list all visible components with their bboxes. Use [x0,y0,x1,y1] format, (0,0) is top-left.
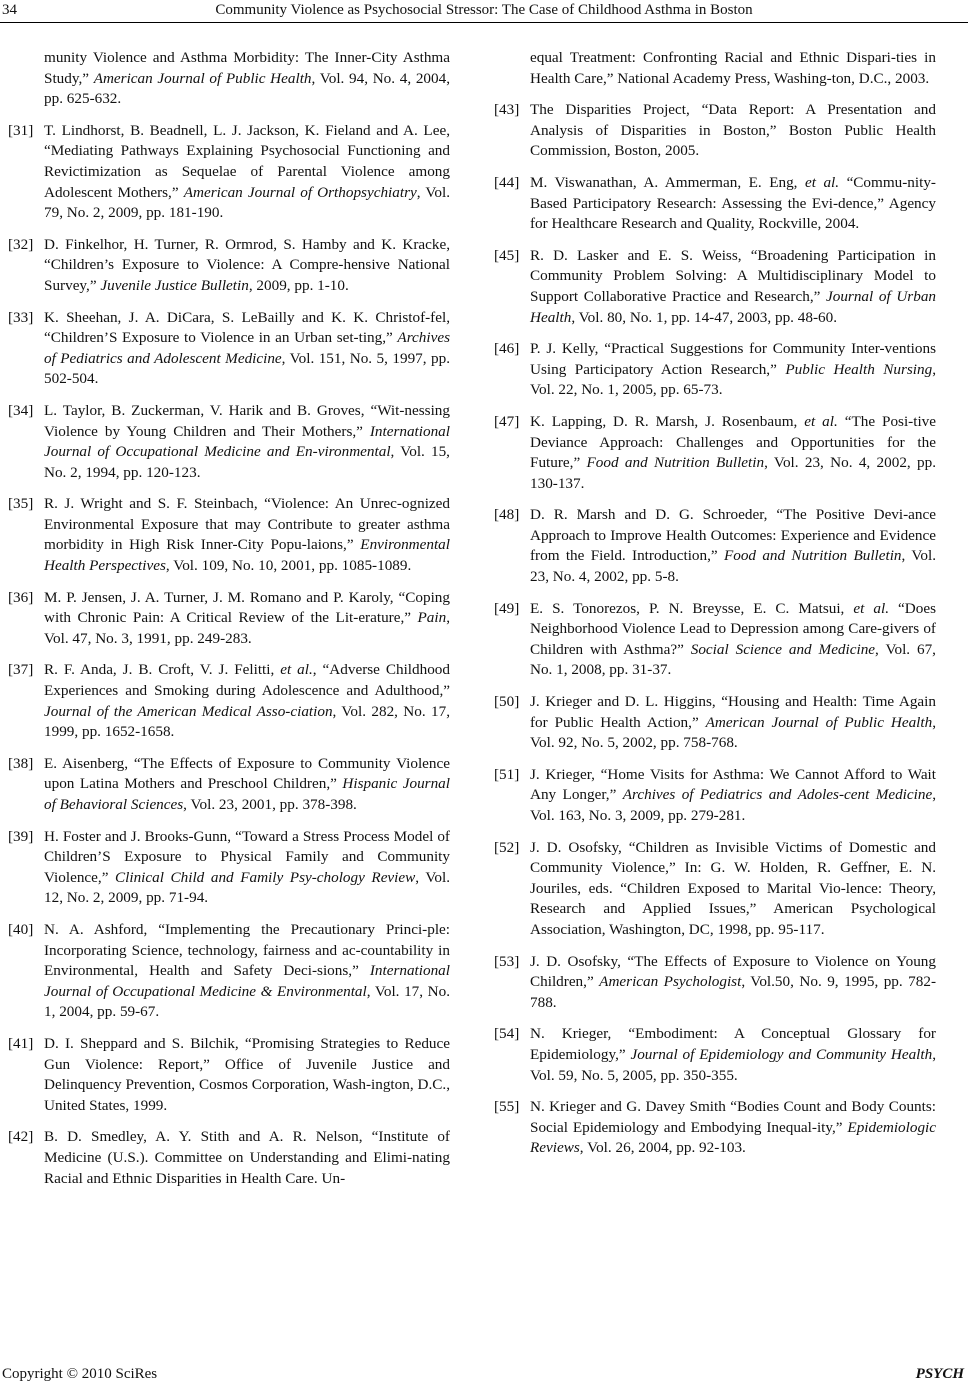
reference-text: , Vol.50, No. 9, 1995, pp. 782-788. [530,973,937,1011]
reference-text: , Vol. 23, 2001, pp. 378-398. [183,796,357,813]
reference-text: N. Krieger and G. Davey Smith “Bodies Count and Body Counts: Social Epidemiology and Embodying Inequal-ity,” [530,1098,936,1136]
reference-text: E. Aisenberg, “The Effects of Exposure to Community Violence upon Latina Mothers and Preschool Children,” [44,754,450,793]
reference-number: [53] [494,952,520,970]
reference-source-title: et al. [804,412,838,430]
reference-source-title: American Journal of Orthopsychiatry [183,183,417,201]
reference-source-title: American Psychologist [599,973,742,991]
reference-number: [44] [494,173,520,191]
reference-number: [34] [8,401,34,419]
reference-text: N. Krieger, “Embodiment: A Conceptual Glossary for Epidemiology,” [530,1025,936,1063]
header-rule [0,22,968,23]
reference-text: “Does Neighborhood Violence Lead to Depression among Care-givers of Children with Asthma?” [530,599,936,658]
reference-text: , Vol. 94, No. 4, 2004, pp. 625-632. [44,69,450,108]
reference-text: R. J. Wright and S. F. Steinbach, “Violence: An Unrec-ognized Environmental Exposure that may Contribute to greater asthma morbidity in High Risk Inner-City Popu-laions,” [44,495,450,554]
reference-number: [49] [494,599,520,617]
reference-source-title: International Journal of Occupational Medicine & Environmental [44,962,450,1000]
reference-text: equal Treatment: Confronting Racial and Ethnic Dispari-ties in Health Care,” National Academy Press, Washing-ton, D.C., 2003. [530,49,936,87]
reference-text: , Vol. 151, No. 5, 1997, pp. 502-504. [44,349,450,388]
page-footer [0,1364,968,1386]
reference-number: [48] [494,506,520,524]
reference-source-title: Pain [417,609,447,627]
reference-source-title: et al. [280,661,313,679]
reference-number: [50] [494,693,520,711]
reference-item [8,754,450,816]
reference-item [494,838,936,941]
reference-source-title: Food and Nutrition Bulletin [723,547,902,565]
reference-text: P. J. Kelly, “Practical Suggestions for Community Inter-ventions Using Participatory Action Research,” [530,340,936,378]
reference-number: [52] [494,838,520,856]
reference-item [8,827,450,909]
right-reference-column [494,48,937,1170]
reference-item [8,235,450,297]
reference-number: [51] [494,765,520,783]
reference-text: E. S. Tonorezos, P. N. Breysse, E. C. Matsui, [530,599,854,617]
reference-text: , Vol. 67, No. 1, 2008, pp. 31-37. [530,640,936,679]
reference-text: The Disparities Project, “Data Report: A Presentation and Analysis of Disparities in Boston,” Boston Public Health Commission, Boston, 2005. [530,101,936,160]
reference-text: “Commu-nity-Based Participatory Research: Assessing the Evi-dence,” Agency for Healthcare Research and Quality, Rockville, 2004. [530,173,936,233]
reference-number: [45] [494,246,520,264]
reference-item [8,1034,450,1116]
reference-text: , Vol. 26, 2004, pp. 92-103. [579,1139,746,1157]
reference-text: , “Adverse Childhood Experiences and Smoking during Adolescence and Adulthood,” [44,661,450,700]
reference-number: [55] [494,1098,520,1116]
reference-text: , Vol. 17, No. 1, 2004, pp. 59-67. [44,982,451,1021]
reference-text: J. D. Osofsky, “Children as Invisible Victims of Domestic and Community Violence,” In: G. W. Holden, R. Geffner, E. N. Jouriles, eds. “Children Exposed to Marital Vio-lence: Theory, Research and Applied Issues,” American Psychological Association, Washington, DC, 1998, pp. 95-117. [530,838,936,938]
reference-source-title: et al. [804,173,840,191]
reference-number: [36] [8,588,34,606]
left-reference-column [8,48,451,1200]
reference-number: [37] [8,661,34,679]
copyright-notice: Copyright © 2010 SciRes [2,1366,158,1382]
reference-text: , Vol. 23, No. 4, 2002, pp. 5-8. [530,547,936,586]
reference-text: , Vol. 12, No. 2, 2009, pp. 71-94. [44,868,450,907]
reference-source-title: Juvenile Justice Bulletin [100,276,249,294]
reference-number: [46] [494,340,520,358]
reference-text: , Vol. 15, No. 2, 1994, pp. 120-123. [44,443,450,481]
reference-source-title: International Journal of Occupational Medicine and En-vironmental [44,422,450,461]
page-number: 34 [2,2,17,18]
reference-text: K. Sheehan, J. A. DiCara, S. LeBailly and K. K. Christof-fel, “Children’S Exposure to Violence in an Urban set-ting,” [44,308,450,347]
reference-item [8,588,450,650]
reference-text: T. Lindhorst, B. Beadnell, L. J. Jackson, K. Fieland and A. Lee, “Mediating Pathways Explaining Psychosocial Functioning and Revictimization as Sequelae of Parental Violence among Adolescent Mothers,” [44,121,450,201]
reference-number: [32] [8,235,34,253]
reference-source-title: American Journal of Public Health [93,69,312,87]
reference-text: M. P. Jensen, J. A. Turner, J. M. Romano and P. Karoly, “Coping with Chronic Pain: A Critical Review of the Lit-erature,” [44,588,450,627]
reference-text: J. D. Osofsky, “The Effects of Exposure to Violence on Young Children,” [530,952,936,991]
reference-text: , 2009, pp. 1-10. [248,276,349,294]
reference-number: [31] [8,121,34,139]
reference-item [8,308,450,390]
reference-item [8,494,450,576]
reference-item [494,1097,936,1159]
reference-item [494,692,936,754]
page-header [0,0,968,24]
reference-text: “The Posi-tive Deviance Approach: Challenges and Opportunities for the Future,” [530,412,936,472]
reference-text: R. F. Anda, J. B. Croft, V. J. Felitti, [44,661,281,679]
reference-source-title: Journal of Urban Health [530,287,936,326]
reference-source-title: Hispanic Journal of Behavioral Sciences [44,775,450,813]
reference-text: D. Finkelhor, H. Turner, R. Ormrod, S. Hamby and K. Kracke, “Children’s Exposure to Violence: A Compre-hensive National Survey,” [44,235,450,294]
reference-text: , Vol. 109, No. 10, 2001, pp. 1085-1089. [165,557,412,575]
reference-source-title: American Journal of Public Health [705,713,933,731]
reference-text: M. Viswanathan, A. Ammerman, E. Eng, [530,173,805,191]
reference-text: J. Krieger, “Home Visits for Asthma: We Cannot Afford to Wait Any Longer,” [530,765,936,804]
reference-continuation [44,48,450,110]
reference-item [494,173,936,235]
reference-text: L. Taylor, B. Zuckerman, V. Harik and B. Groves, “Wit-nessing Violence by Young Children and Their Mothers,” [44,401,450,440]
reference-text: J. Krieger and D. L. Higgins, “Housing and Health: Time Again for Public Health Action,” [530,693,936,731]
reference-source-title: Journal of the American Medical Asso-ciation [44,702,333,720]
reference-item [494,412,937,494]
reference-number: [41] [8,1034,34,1052]
reference-text: R. D. Lasker and E. S. Weiss, “Broadening Participation in Community Problem Solving: A Multidisciplinary Model to Support Collaborative Practice and Research,” [530,246,936,305]
reference-source-title: Food and Nutrition Bulletin [586,454,765,472]
reference-continuation [530,48,936,89]
reference-text: , Vol. 47, No. 3, 1991, pp. 249-283. [44,609,450,647]
reference-text: , Vol. 92, No. 5, 2002, pp. 758-768. [530,713,936,752]
reference-text: , Vol. 80, No. 1, pp. 14-47, 2003, pp. 48-60. [571,308,837,326]
reference-text: , Vol. 79, No. 2, 2009, pp. 181-190. [44,183,450,222]
reference-item [8,401,450,483]
reference-number: [42] [8,1128,34,1146]
reference-number: [47] [494,412,520,430]
reference-source-title: Journal of Epidemiology and Community Health [630,1045,933,1063]
reference-item [494,765,936,827]
reference-number: [40] [8,920,34,938]
reference-source-title: Environmental Health Perspectives [44,536,450,575]
reference-text: D. I. Sheppard and S. Bilchik, “Promising Strategies to Reduce Gun Violence: Report,” Office of Juvenile Justice and Delinquency Prevention, Cosmos Corporation, Wash-ington, D.C., United States, 1999. [44,1034,450,1114]
reference-item [494,246,936,328]
reference-text: N. A. Ashford, “Implementing the Precautionary Princi-ple: Incorporating Science, technology, fairness and ac-countability in Environmental, Health and Safety Deci-sions,” [44,920,450,980]
reference-number: [43] [494,101,520,119]
reference-text: , Vol. 22, No. 1, 2005, pp. 65-73. [530,360,937,399]
running-title: Community Violence as Psychosocial Stressor: The Case of Childhood Asthma in Boston [215,2,753,18]
reference-source-title: Archives of Pediatrics and Adoles-cent Medicine [622,786,933,804]
reference-source-title: Public Health Nursing [785,360,933,378]
reference-source-title: Epidemiologic Reviews [530,1118,936,1157]
reference-source-title: Clinical Child and Family Psy-chology Review [115,868,416,886]
reference-source-title: Social Science and Medicine [690,640,876,658]
reference-source-title: et al. [853,599,889,617]
reference-text: , Vol. 23, No. 4, 2002, pp. 130-137. [530,454,937,492]
reference-item [494,100,936,162]
reference-number: [54] [494,1025,520,1043]
reference-text: , Vol. 163, No. 3, 2009, pp. 279-281. [530,786,936,824]
reference-number: [38] [8,754,34,772]
reference-number: [33] [8,308,34,326]
reference-item [8,121,450,224]
reference-item [494,505,936,587]
reference-item [494,1024,937,1086]
reference-text: H. Foster and J. Brooks-Gunn, “Toward a Stress Process Model of Children’S Exposure to Physical Family and Community Violence,” [44,827,450,886]
reference-number: [35] [8,495,34,513]
reference-text: B. D. Smedley, A. Y. Stith and A. R. Nelson, “Institute of Medicine (U.S.). Committee on Understanding and Elimi-nating Racial and Ethnic Disparities in Health Care. Un- [44,1128,450,1187]
reference-text: , Vol. 282, No. 17, 1999, pp. 1652-1658. [44,702,450,741]
reference-item [494,599,936,681]
reference-text: D. R. Marsh and D. G. Schroeder, “The Positive Devi-ance Approach to Improve Health Outcomes: Experience and Evidence from the Field. Introduction,” [530,506,936,565]
reference-source-title: Archives of Pediatrics and Adolescent Medicine [44,329,450,367]
journal-name: PSYCH [915,1366,964,1382]
reference-text: munity Violence and Asthma Morbidity: The Inner-City Asthma Study,” [44,49,450,87]
reference-item [8,660,450,742]
reference-item [494,952,937,1014]
reference-item [8,1127,450,1189]
reference-item [494,339,937,401]
reference-text: K. Lapping, D. R. Marsh, J. Rosenbaum, [530,412,805,430]
reference-text: , Vol. 59, No. 5, 2005, pp. 350-355. [530,1045,937,1084]
reference-item [8,920,451,1023]
reference-number: [39] [8,827,34,845]
